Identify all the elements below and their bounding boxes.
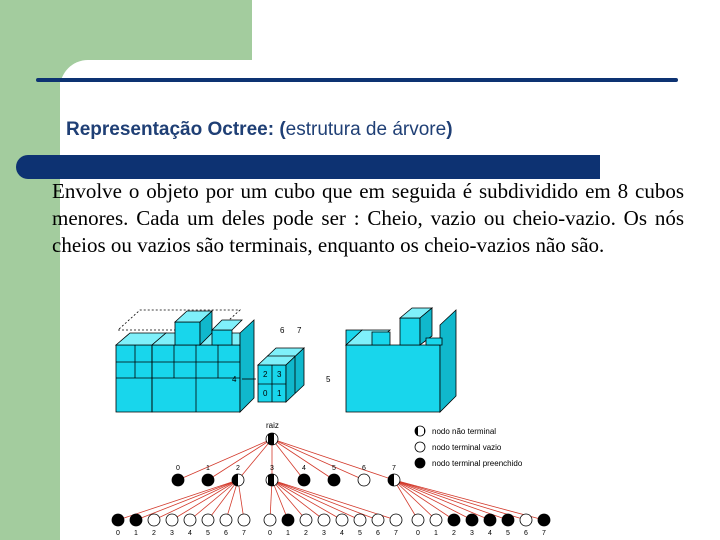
level2-label: 1 <box>434 530 438 537</box>
level2-label: 6 <box>376 530 380 537</box>
sidebar-decoration-left <box>0 80 60 540</box>
root-node <box>266 433 278 445</box>
level2-node <box>264 514 276 526</box>
level2-node <box>372 514 384 526</box>
level2-label: 0 <box>268 530 272 537</box>
octree-tree <box>112 421 550 537</box>
level2-label: 3 <box>322 530 326 537</box>
level2-label: 7 <box>542 530 546 537</box>
cube-label-4: 4 <box>232 375 237 384</box>
level2-label: 4 <box>340 530 344 537</box>
level2-node <box>238 514 250 526</box>
level2-label: 6 <box>224 530 228 537</box>
slide-title <box>66 119 453 141</box>
legend-label-empty: nodo terminal vazio <box>432 443 502 452</box>
root-label: raiz <box>266 421 279 430</box>
tree-branch <box>394 480 490 520</box>
level2-label: 1 <box>286 530 290 537</box>
right-solid-cube <box>346 308 456 412</box>
header-rule <box>36 78 678 82</box>
tree-branch <box>208 439 272 480</box>
legend-filled-icon <box>415 458 425 468</box>
level2-node <box>430 514 442 526</box>
level2-label: 1 <box>134 530 138 537</box>
left-solid-cube <box>116 310 254 412</box>
level1-label: 0 <box>176 465 180 472</box>
level2-label: 2 <box>304 530 308 537</box>
level2-label: 5 <box>506 530 510 537</box>
level2-node <box>502 514 514 526</box>
level2-node <box>220 514 232 526</box>
level2-node <box>412 514 424 526</box>
level1-label: 2 <box>236 465 240 472</box>
level2-node <box>148 514 160 526</box>
octree-diagram <box>100 300 570 540</box>
level1-node <box>298 474 310 486</box>
level1-node <box>358 474 370 486</box>
legend <box>415 426 523 468</box>
legend-label-nonterminal: nodo não terminal <box>432 427 497 436</box>
level2-label: 7 <box>394 530 398 537</box>
level2-label: 4 <box>188 530 192 537</box>
slide-body-text: Envolve o objeto por um cubo que em seguida é subdividido em 8 cubos menores. Cada um deles pode ser : Cheio, vazio ou cheio-vazio. Os nós cheios ou vazios são terminais, enquanto os cheio-vazios não são. <box>52 179 684 257</box>
level2-label: 2 <box>152 530 156 537</box>
level2-node <box>538 514 550 526</box>
legend-empty-icon <box>415 442 425 452</box>
level1-label: 7 <box>392 465 396 472</box>
level1-label: 6 <box>362 465 366 472</box>
cube-label-7: 7 <box>297 326 302 335</box>
level2-label: 0 <box>116 530 120 537</box>
cube-label-1: 1 <box>277 389 282 398</box>
level2-node <box>484 514 496 526</box>
tree-branch <box>272 439 364 480</box>
level2-node <box>282 514 294 526</box>
tree-branch <box>178 439 272 480</box>
level2-node <box>202 514 214 526</box>
tree-branch <box>394 480 454 520</box>
level2-node <box>354 514 366 526</box>
title-close: ) <box>446 119 453 140</box>
tree-level-2 <box>112 514 550 537</box>
level2-node <box>112 514 124 526</box>
corner-decoration <box>60 60 252 110</box>
level2-node <box>520 514 532 526</box>
title-normal: estrutura de árvore <box>285 119 447 140</box>
title-bold: Representação Octree: ( <box>66 119 286 140</box>
tree-level-1 <box>172 465 400 486</box>
level1-node <box>328 474 340 486</box>
level1-node <box>172 474 184 486</box>
level1-label: 1 <box>206 465 210 472</box>
level2-node <box>130 514 142 526</box>
octree-figure <box>100 300 570 540</box>
tree-branch <box>190 480 238 520</box>
level2-label: 5 <box>206 530 210 537</box>
level1-label: 3 <box>270 465 274 472</box>
level1-label: 4 <box>302 465 306 472</box>
level2-node <box>300 514 312 526</box>
level2-node <box>166 514 178 526</box>
level2-label: 0 <box>416 530 420 537</box>
tree-branch <box>238 439 272 480</box>
level1-node <box>202 474 214 486</box>
level2-label: 3 <box>470 530 474 537</box>
cube-label-2: 2 <box>263 370 268 379</box>
title-underline-bar <box>16 155 600 179</box>
cube-label-0: 0 <box>263 389 268 398</box>
cube-label-6: 6 <box>280 326 285 335</box>
level2-label: 6 <box>524 530 528 537</box>
level2-node <box>318 514 330 526</box>
cube-label-3: 3 <box>277 370 282 379</box>
cube-label-5: 5 <box>326 375 331 384</box>
legend-label-filled: nodo terminal preenchido <box>432 459 523 468</box>
level1-label: 5 <box>332 465 336 472</box>
tree-branch <box>272 439 304 480</box>
level2-label: 7 <box>242 530 246 537</box>
level2-label: 2 <box>452 530 456 537</box>
level2-node <box>448 514 460 526</box>
level2-node <box>184 514 196 526</box>
legend-nonterminal-icon <box>415 426 425 436</box>
level2-label: 3 <box>170 530 174 537</box>
level2-label: 4 <box>488 530 492 537</box>
level2-label: 5 <box>358 530 362 537</box>
level1-node <box>232 474 244 486</box>
level1-node <box>388 474 400 486</box>
level1-node <box>266 474 278 486</box>
level2-node <box>466 514 478 526</box>
level2-node <box>390 514 402 526</box>
level2-node <box>336 514 348 526</box>
